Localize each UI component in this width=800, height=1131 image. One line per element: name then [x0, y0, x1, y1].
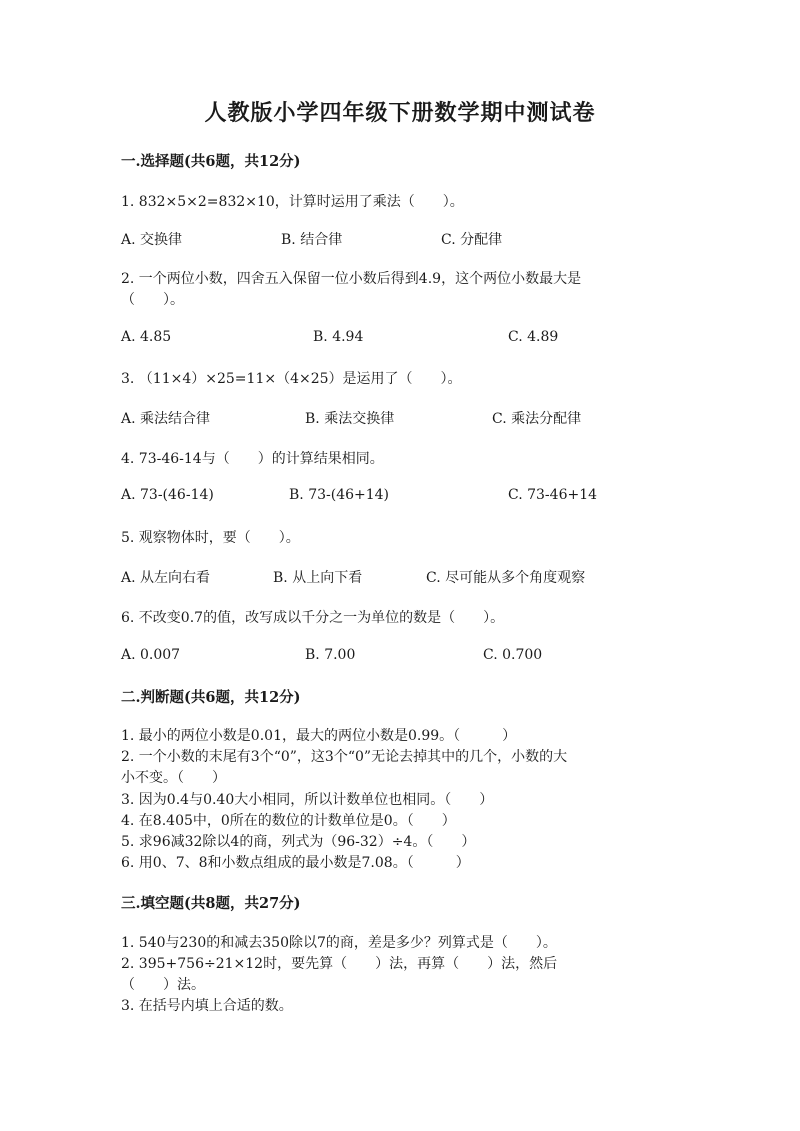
- choice-q3-stem: 3. （11×4）×25=11×（4×25）是运用了（ ）。: [121, 371, 462, 387]
- section-heading-choice: 一.选择题(共6题，共12分): [121, 153, 301, 170]
- choice-q5-option-b: B. 从上向下看: [273, 570, 363, 586]
- choice-q5-stem: 5. 观察物体时，要（ ）。: [121, 530, 300, 546]
- section-heading-judge: 二.判断题(共6题，共12分): [121, 689, 301, 706]
- choice-q3-option-b: B. 乘法交换律: [305, 411, 395, 427]
- choice-q3-option-c: C. 乘法分配律: [492, 411, 582, 427]
- choice-q4-stem: 4. 73-46-14与（ ）的计算结果相同。: [121, 451, 384, 467]
- judge-line: 4. 在8.405中，0所在的数位的计数单位是0。（ ）: [121, 813, 456, 829]
- choice-q6-stem: 6. 不改变0.7的值，改写成以千分之一为单位的数是（ ）。: [121, 610, 505, 626]
- fill-line: 2. 395+756÷21×12时，要先算（ ）法，再算（ ）法，然后: [121, 956, 558, 972]
- choice-q3-option-a: A. 乘法结合律: [121, 411, 211, 427]
- choice-q5-option-a: A. 从左向右看: [121, 570, 211, 586]
- fill-line: （ ）法。: [121, 977, 205, 993]
- choice-q6-option-b: B. 7.00: [305, 647, 356, 663]
- choice-q2-stem-cont: （ ）。: [121, 292, 184, 308]
- judge-line: 6. 用0、7、8和小数点组成的最小数是7.08。（ ）: [121, 855, 470, 871]
- choice-q2-option-c: C. 4.89: [508, 329, 559, 345]
- judge-line: 5. 求96减32除以4的商，列式为（96-32）÷4。（ ）: [121, 834, 476, 850]
- judge-line: 2. 一个小数的末尾有3个“0”，这3个“0”无论去掉其中的几个，小数的大: [121, 749, 568, 765]
- choice-q1-option-b: B. 结合律: [281, 232, 343, 248]
- choice-q6-option-a: A. 0.007: [121, 647, 181, 663]
- judge-line: 1. 最小的两位小数是0.01，最大的两位小数是0.99。（ ）: [121, 728, 517, 744]
- choice-q2-stem: 2. 一个两位小数，四舍五入保留一位小数后得到4.9，这个两位小数最大是: [121, 271, 582, 287]
- choice-q2-option-b: B. 4.94: [313, 329, 364, 345]
- section-heading-fill: 三.填空题(共8题，共27分): [121, 895, 301, 912]
- choice-q2-option-a: A. 4.85: [121, 329, 172, 345]
- choice-q4-option-a: A. 73-(46-14): [121, 487, 214, 503]
- choice-q4-option-c: C. 73-46+14: [508, 487, 598, 503]
- judge-line: 3. 因为0.4与0.40大小相同，所以计数单位也相同。（ ）: [121, 792, 494, 808]
- fill-line: 3. 在括号内填上合适的数。: [121, 998, 293, 1014]
- choice-q4-option-b: B. 73-(46+14): [289, 487, 390, 503]
- choice-q1-stem: 1. 832×5×2=832×10，计算时运用了乘法（ ）。: [121, 194, 464, 210]
- choice-q5-option-c: C. 尽可能从多个角度观察: [426, 570, 586, 586]
- exam-title: 人教版小学四年级下册数学期中测试卷: [204, 100, 596, 126]
- choice-q1-option-a: A. 交换律: [121, 232, 183, 248]
- judge-line: 小不变。（ ）: [121, 770, 226, 786]
- choice-q1-option-c: C. 分配律: [441, 232, 503, 248]
- fill-line: 1. 540与230的和减去350除以7的商，差是多少？列算式是（ ）。: [121, 935, 557, 951]
- choice-q6-option-c: C. 0.700: [483, 647, 543, 663]
